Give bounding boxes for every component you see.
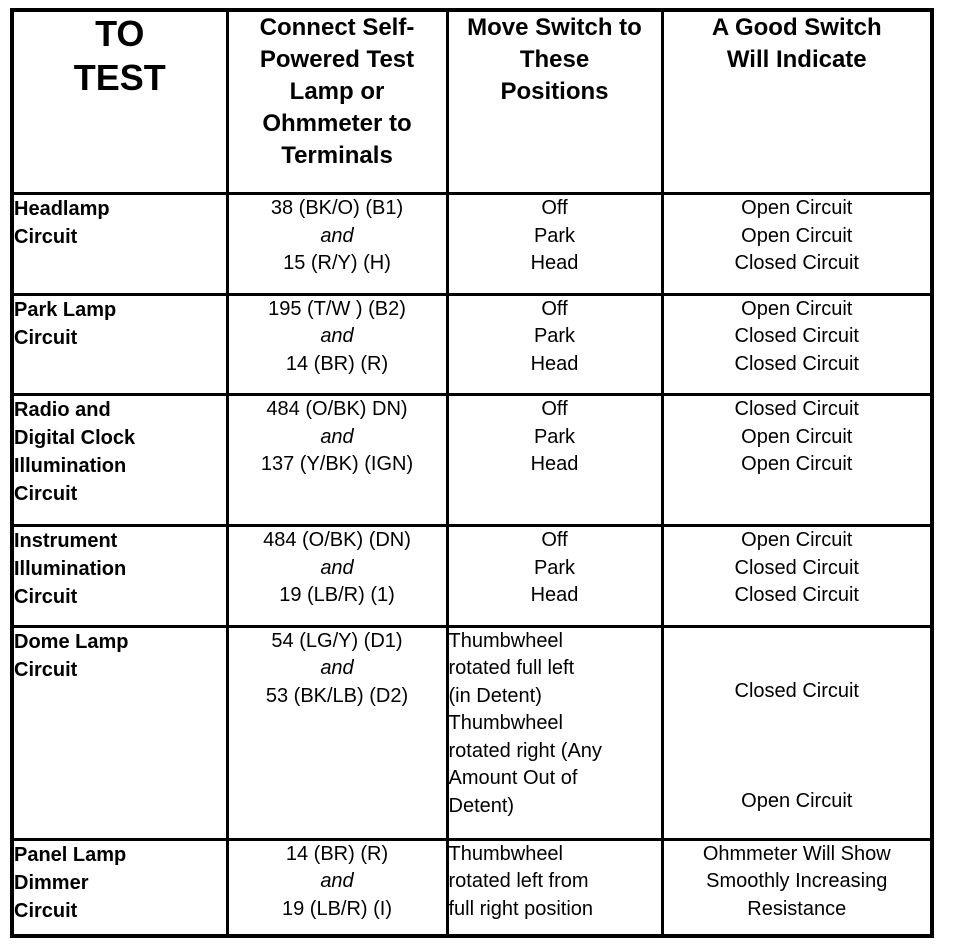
row-label (12, 626, 227, 839)
position-line: (in Detent) (448, 684, 542, 707)
terminal-line: 484 (O/BK) (DN) (263, 529, 411, 551)
indicate-line: Closed Circuit (734, 252, 859, 274)
label-line: Circuit (14, 899, 78, 922)
indicate-line: Closed Circuit (734, 398, 859, 421)
label-line: Panel Lamp (14, 843, 127, 866)
position-line: Off (541, 529, 568, 551)
position-line: Head (530, 252, 579, 274)
label-line: Headlamp (14, 198, 110, 220)
row-indicate (662, 626, 932, 839)
row-indicate (662, 294, 932, 395)
indicate-line: Closed Circuit (734, 352, 859, 375)
terminal-line: 19 (LB/R) (I) (281, 897, 393, 920)
row-positions (447, 395, 662, 526)
table-row (12, 395, 932, 526)
terminal-and: and (320, 556, 354, 579)
row-terminals (227, 294, 447, 395)
position-line: Head (530, 584, 579, 606)
terminal-line: 137 (Y/BK) (IGN) (260, 453, 414, 476)
label-line: Circuit (14, 483, 78, 506)
label-line: Digital Clock (14, 427, 136, 450)
label-line: Illumination (14, 455, 127, 478)
terminal-and: and (320, 224, 354, 247)
row-label (12, 395, 227, 526)
position-line: Off (541, 297, 568, 320)
position-line: rotated right (Any (448, 739, 602, 762)
terminal-line: 54 (LG/Y) (D1) (271, 629, 403, 652)
indicate-line: Open Circuit (741, 529, 853, 551)
terminal-line: 53 (BK/LB) (D2) (265, 684, 409, 707)
row-indicate (662, 839, 932, 936)
table-row (12, 839, 932, 936)
terminal-and: and (320, 870, 354, 893)
terminal-and: and (320, 425, 354, 448)
position-line: Off (541, 398, 568, 421)
row-indicate (662, 194, 932, 295)
indicate-line: Smoothly Increasing (706, 870, 888, 893)
position-line: Thumbwheel (448, 712, 564, 735)
terminal-line: 14 (BR) (R) (285, 842, 389, 865)
indicate-line: Resistance (747, 897, 847, 920)
row-label (12, 294, 227, 395)
header-to-test-line2: TEST (73, 57, 166, 98)
table-row (12, 294, 932, 395)
label-line: Instrument (14, 530, 118, 552)
row-indicate (662, 395, 932, 526)
row-terminals (227, 526, 447, 627)
label-line: Park Lamp (14, 298, 117, 321)
indicate-line: Open Circuit (741, 297, 853, 320)
position-line: Thumbwheel (448, 842, 564, 865)
position-line: rotated left from (448, 870, 589, 893)
terminal-line: 19 (LB/R) (1) (279, 584, 395, 606)
position-line: Park (533, 325, 576, 348)
terminal-line: 38 (BK/O) (B1) (270, 197, 404, 219)
row-label (12, 194, 227, 295)
row-indicate (662, 526, 932, 627)
label-line: Dome Lamp (14, 630, 129, 653)
position-line: Thumbwheel (448, 629, 564, 652)
terminal-line: 484 (O/BK) DN) (266, 398, 408, 421)
header-connect: Connect Self-Powered Test Lamp or Ohmmeter to Terminals (227, 10, 447, 194)
position-line: rotated full left (448, 657, 575, 680)
indicate-line: Ohmmeter Will Show (702, 842, 891, 865)
position-line: Detent) (448, 794, 515, 817)
indicate-line: Closed Circuit (734, 679, 859, 702)
row-terminals (227, 626, 447, 839)
position-line: Off (541, 197, 568, 219)
row-positions (447, 626, 662, 839)
position-line: Park (533, 556, 576, 579)
indicate-line: Closed Circuit (734, 325, 859, 348)
terminal-and: and (320, 325, 354, 348)
header-indicate: A Good Switch Will Indicate (662, 10, 932, 194)
switch-test-table (10, 8, 934, 938)
label-line: Radio and (14, 399, 111, 422)
dome-indicate-block (664, 628, 931, 828)
indicate-line: Open Circuit (741, 453, 853, 476)
row-label (12, 526, 227, 627)
header-move: Move Switch to These Positions (447, 10, 662, 194)
row-terminals (227, 395, 447, 526)
row-positions (447, 526, 662, 627)
indicate-line: Open Circuit (741, 425, 853, 448)
terminal-line: 15 (R/Y) (H) (283, 252, 391, 274)
table-row (12, 194, 932, 295)
indicate-line: Open Circuit (741, 789, 853, 812)
label-line: Illumination (14, 558, 127, 580)
row-terminals (227, 839, 447, 936)
label-line: Circuit (14, 226, 78, 248)
row-positions (447, 839, 662, 936)
switch-test-chart (10, 8, 930, 938)
terminal-line: 14 (BR) (R) (285, 352, 389, 375)
header-to-test (12, 10, 227, 194)
position-line: Park (533, 224, 576, 247)
terminal-line: 195 (T/W ) (B2) (268, 297, 406, 320)
position-line: Park (533, 425, 576, 448)
header-to-test-line1: TO (95, 13, 145, 54)
terminal-and: and (320, 657, 354, 680)
label-line: Circuit (14, 326, 78, 349)
indicate-line: Closed Circuit (734, 584, 859, 606)
row-terminals (227, 194, 447, 295)
position-line: Head (530, 453, 579, 476)
indicate-line: Closed Circuit (734, 556, 859, 579)
table-row (12, 526, 932, 627)
row-label (12, 839, 227, 936)
indicate-line: Open Circuit (741, 197, 853, 219)
row-positions (447, 194, 662, 295)
label-line: Dimmer (14, 871, 89, 894)
label-line: Circuit (14, 658, 78, 681)
position-line: Head (530, 352, 579, 375)
header-row (12, 10, 932, 194)
table-row (12, 626, 932, 839)
position-line: Amount Out of (448, 767, 578, 790)
position-line: full right position (448, 897, 594, 920)
label-line: Circuit (14, 586, 78, 608)
indicate-line: Open Circuit (741, 224, 853, 247)
row-positions (447, 294, 662, 395)
